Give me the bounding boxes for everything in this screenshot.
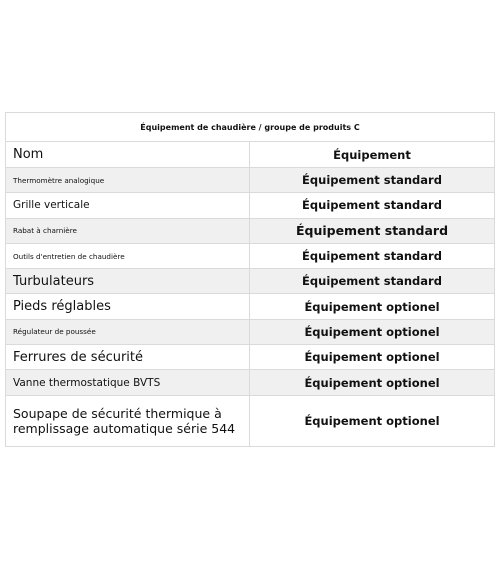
row-equipment: Équipement optionel: [250, 370, 495, 395]
table-row: [6, 218, 495, 243]
row-name: Turbulateurs: [6, 269, 250, 294]
row-name: Grille verticale: [6, 193, 250, 218]
row-equipment: Équipement standard: [250, 269, 495, 294]
table-row: [6, 168, 495, 193]
row-equipment: Équipement standard: [250, 193, 495, 218]
table-row: [6, 193, 495, 218]
table-row: [6, 319, 495, 344]
header-equipement: Équipement: [250, 142, 495, 168]
row-equipment: Équipement optionel: [250, 319, 495, 344]
row-name: Pieds réglables: [6, 294, 250, 319]
table-row: [6, 345, 495, 370]
header-nom: Nom: [6, 142, 250, 168]
row-name: Régulateur de poussée: [6, 319, 250, 344]
row-name: Vanne thermostatique BVTS: [6, 370, 250, 395]
equipment-table: [5, 112, 495, 447]
row-equipment: Équipement optionel: [250, 345, 495, 370]
row-name: Outils d'entretien de chaudière: [6, 243, 250, 268]
row-equipment: Équipement standard: [250, 243, 495, 268]
table-row: [6, 269, 495, 294]
row-name: Thermomètre analogique: [6, 168, 250, 193]
row-name: Ferrures de sécurité: [6, 345, 250, 370]
table-header-row: [6, 142, 495, 168]
row-equipment: Équipement optionel: [250, 294, 495, 319]
table-row: [6, 370, 495, 395]
table-row: [6, 395, 495, 446]
table-title-row: [6, 113, 495, 142]
table-title: Équipement de chaudière / groupe de produits C: [6, 113, 495, 142]
row-equipment: Équipement standard: [250, 168, 495, 193]
table-row: [6, 294, 495, 319]
row-equipment: Équipement optionel: [250, 395, 495, 446]
row-name: Soupape de sécurité thermique à remplissage automatique série 544: [6, 395, 250, 446]
row-equipment: Équipement standard: [250, 218, 495, 243]
table-row: [6, 243, 495, 268]
row-name: Rabat à charnière: [6, 218, 250, 243]
